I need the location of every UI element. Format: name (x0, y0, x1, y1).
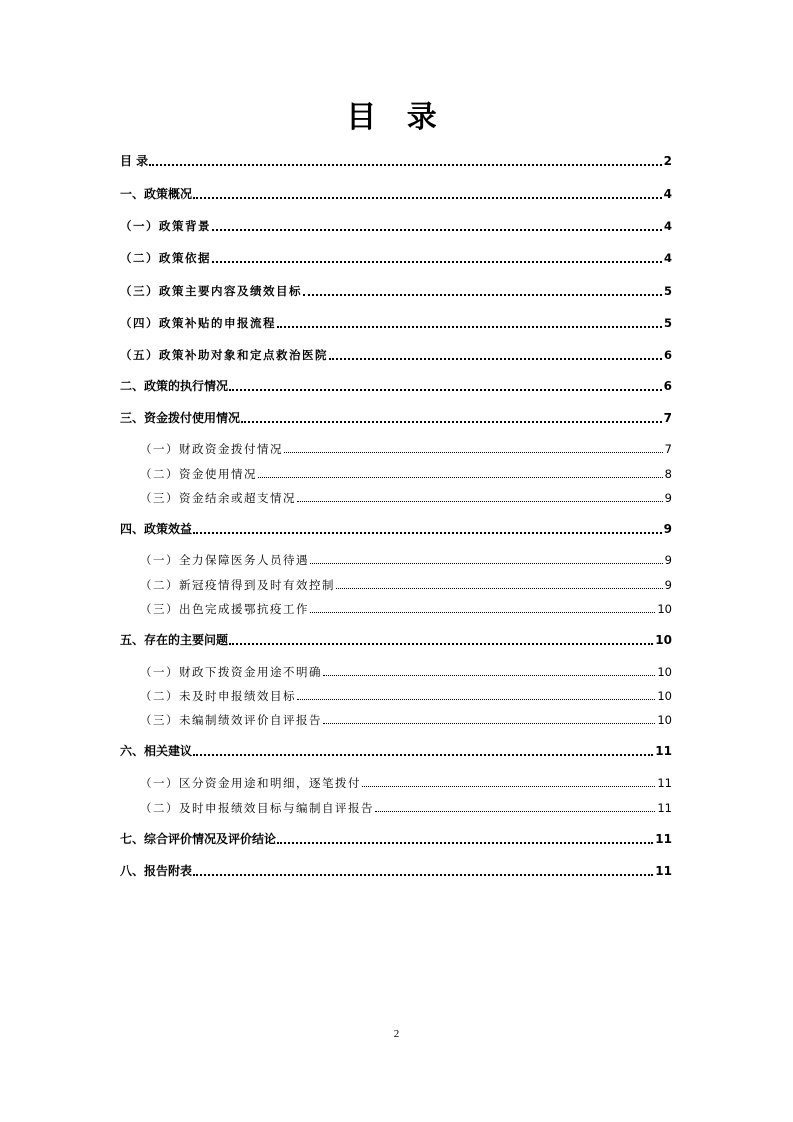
toc-entry[interactable] (120, 830, 672, 848)
toc-entry-label: （一）政策背景 (120, 219, 211, 233)
toc-entry[interactable] (120, 631, 672, 649)
toc-entry-page: 11 (657, 801, 672, 815)
toc-entry[interactable] (120, 377, 672, 395)
toc-entry-label: （三）出色完成援鄂抗疫工作 (140, 602, 309, 616)
toc-entry-label: 二、政策的执行情况 (120, 379, 229, 393)
toc-entry[interactable] (140, 465, 672, 483)
toc-entry-page: 11 (655, 864, 672, 878)
toc-entry-page: 4 (663, 251, 672, 265)
toc-leader-dots (241, 421, 662, 423)
toc-entry-label: （二）未及时申报绩效目标 (140, 689, 296, 703)
toc-entry[interactable] (120, 409, 672, 427)
toc-leader-dots (310, 563, 663, 564)
page-number: 2 (393, 1028, 400, 1040)
toc-leader-dots (303, 294, 662, 296)
toc-entry[interactable] (140, 600, 672, 618)
toc-entry-label: （一）全力保障医务人员待遇 (140, 553, 309, 567)
toc-leader-dots (258, 477, 663, 478)
toc-entry-page: 7 (664, 442, 672, 456)
toc-entry[interactable] (120, 520, 672, 538)
toc-entry[interactable] (140, 774, 672, 792)
toc-leader-dots (193, 754, 653, 756)
toc-entry-page: 8 (664, 467, 672, 481)
toc-entry-page: 10 (657, 689, 672, 703)
toc-entry-page: 10 (657, 713, 672, 727)
toc-entry-label: （二）及时申报绩效目标与编制自评报告 (140, 801, 374, 815)
toc-entry-page: 9 (664, 553, 672, 567)
toc-entry-page: 11 (655, 744, 672, 758)
toc-leader-dots (336, 588, 663, 589)
toc-leader-dots (193, 874, 653, 876)
toc-entry-label: （一）财政下拨资金用途不明确 (140, 665, 322, 679)
toc-leader-dots (277, 842, 653, 844)
toc-entry[interactable] (140, 663, 672, 681)
toc-entry[interactable] (120, 282, 672, 300)
toc-entry-label: 八、报告附表 (120, 864, 193, 878)
toc-entry[interactable] (140, 489, 672, 507)
toc-entry[interactable] (120, 185, 672, 203)
toc-leader-dots (229, 643, 653, 645)
toc-leader-dots (323, 723, 655, 724)
toc-entry-label: 一、政策概况 (120, 187, 193, 201)
toc-leader-dots (193, 532, 662, 534)
toc-title: 目 录 (346, 100, 447, 135)
toc-entry[interactable] (140, 711, 672, 729)
toc-leader-dots (310, 612, 655, 613)
toc-entry[interactable] (140, 687, 672, 705)
toc-entry-page: 4 (663, 187, 672, 201)
toc-entry-page: 6 (663, 379, 672, 393)
toc-entry-page: 7 (663, 411, 672, 425)
toc-entry-page: 11 (655, 832, 672, 846)
toc-entry[interactable] (140, 576, 672, 594)
toc-entry-label: （四）政策补贴的申报流程 (120, 316, 276, 330)
toc-entry-label: 四、政策效益 (120, 522, 193, 536)
toc-leader-dots (149, 164, 661, 166)
toc-entry-label: 七、综合评价情况及评价结论 (120, 832, 277, 846)
toc-leader-dots (297, 501, 663, 502)
toc-leader-dots (297, 699, 655, 700)
toc-entry[interactable] (120, 152, 672, 170)
toc-entry-label: （二）新冠疫情得到及时有效控制 (140, 578, 335, 592)
toc-entry-page: 6 (663, 348, 672, 362)
toc-entry-page: 10 (655, 633, 672, 647)
toc-entry-page: 9 (664, 578, 672, 592)
toc-entry-page: 10 (657, 665, 672, 679)
toc-entry-label: （二）政策依据 (120, 251, 211, 265)
toc-entry-label: （三）资金结余或超支情况 (140, 491, 296, 505)
toc-entry[interactable] (120, 249, 672, 267)
toc-entry[interactable] (120, 346, 672, 364)
toc-entry-label: （五）政策补助对象和定点救治医院 (120, 348, 328, 362)
toc-entry-label: 五、存在的主要问题 (120, 633, 229, 647)
toc-entry-label: （二）资金使用情况 (140, 467, 257, 481)
toc-leader-dots (362, 786, 655, 787)
toc-entry-label: 目 录 (120, 154, 149, 168)
toc-leader-dots (277, 326, 662, 328)
toc-entry[interactable] (120, 742, 672, 760)
toc-entry-page: 5 (663, 316, 672, 330)
toc-entry-page: 11 (657, 776, 672, 790)
toc-entry-page: 10 (657, 602, 672, 616)
toc-entry-label: （三）未编制绩效评价自评报告 (140, 713, 322, 727)
toc-leader-dots (323, 675, 655, 676)
toc-entry[interactable] (140, 799, 672, 817)
toc-entry-page: 4 (663, 219, 672, 233)
toc-entry[interactable] (140, 440, 672, 458)
toc-entry-page: 2 (663, 154, 672, 168)
toc-entry-label: （三）政策主要内容及绩效目标 (120, 284, 302, 298)
toc-entry-page: 5 (663, 284, 672, 298)
toc-leader-dots (284, 452, 663, 453)
toc-entry[interactable] (120, 314, 672, 332)
toc-entry-label: （一）财政资金拨付情况 (140, 442, 283, 456)
toc-leader-dots (212, 261, 662, 263)
toc-entry[interactable] (120, 862, 672, 880)
toc-leader-dots (375, 811, 655, 812)
toc-leader-dots (212, 229, 662, 231)
toc-entry-label: （一）区分资金用途和明细，逐笔拨付 (140, 776, 361, 790)
toc-entry[interactable] (120, 217, 672, 235)
toc-leader-dots (229, 389, 662, 391)
toc-entry-page: 9 (664, 491, 672, 505)
toc-entry-label: 三、资金拨付使用情况 (120, 411, 241, 425)
toc-entry-label: 六、相关建议 (120, 744, 193, 758)
toc-entry[interactable] (140, 551, 672, 569)
toc-leader-dots (193, 197, 662, 199)
toc-leader-dots (329, 358, 662, 360)
toc-entry-page: 9 (663, 522, 672, 536)
